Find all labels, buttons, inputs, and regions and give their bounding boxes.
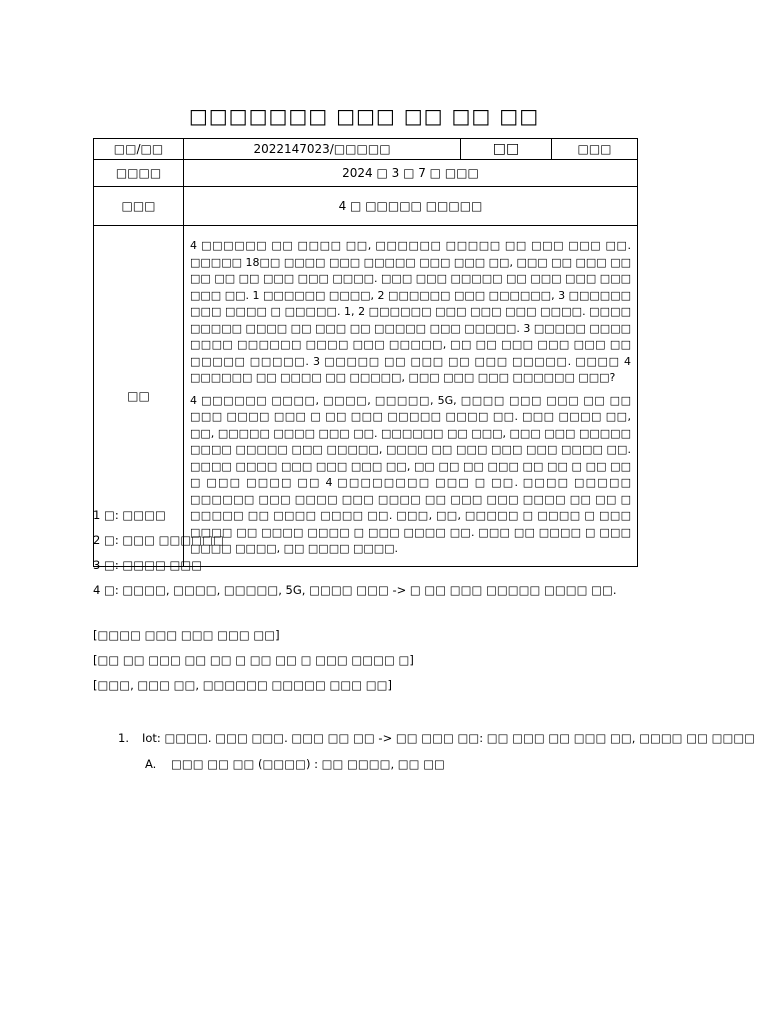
- sub-list-letter: A.: [145, 757, 157, 771]
- list-number: 1.: [118, 731, 129, 745]
- date-label: □□□□: [94, 160, 184, 187]
- table-row: [94, 160, 638, 187]
- note-line: 2 □: □□□ □□□□□□: [93, 533, 224, 547]
- page-title: □□□□□□□ □□□ □□ □□ □□: [188, 104, 540, 128]
- sub-list-item: [145, 757, 445, 771]
- bracket-note: [□□□□ □□□ □□□ □□□ □□]: [93, 628, 280, 642]
- sub-list-item-text: □□□ □□ □□ (□□□□) : □□ □□□□, □□ □□: [171, 757, 445, 771]
- report-form-table: [93, 138, 638, 567]
- list-item-text: Iot: □□□□. □□□ □□□. □□□ □□ □□ -> □□ □□□ □□: □□ □□□ □□ □□□ □□, □□□□ □□ □□□□: [142, 731, 756, 745]
- name-value: 2022147023/□□□□□: [184, 139, 461, 160]
- content-paragraph: 4 □□□□□□ □□ □□□□ □□, □□□□□□ □□□□□ □□ □□□ □□□ □□. □□□□□ 18□□ □□□□ □□□ □□□□□ □□□ □□□ □□, □□□ □□ □□□ □□ □□ □□ □□ □□□ □□□ □□□□. □□□ □□□ □□□□□ □□ □□□ □□□ □□□ □□□ □□. 1 □□□□□□ □□□□, 2 □□□□□□ □□□ □□□□□□, 3 □□□□□□ □□□ □□□□ □ □□□□□. 1, 2 □□□□□□ □□□ □□□ □□□ □□□□. □□□□ □□□□□ □□□□ □□ □□□ □□ □□□□□ □□□ □□□□□. 3 □□□□□ □□□□ □□□□ □□□□□□ □□□□ □□□ □□□□□, □□ □□ □□□ □□□ □□□ □□ □□□□□ □□□□□. 3 □□□□□ □□ □□□ □□ □□□ □□□□□. □□□□ 4 □□□□□□ □□ □□□□ □□ □□□□□, □□□ □□□ □□□ □□□□□□ □□□?: [190, 239, 631, 384]
- score-value: □□□: [552, 139, 638, 160]
- topic-value: 4 □ □□□□□ □□□□□: [184, 187, 638, 226]
- date-value: 2024 □ 3 □ 7 □ □□□: [184, 160, 638, 187]
- content-label: □□: [94, 226, 184, 567]
- content-paragraph: 4 □□□□□□ □□□□, □□□□, □□□□□, 5G, □□□□ □□□ □□□ □□ □□ □□□ □□□□ □□□ □ □□ □□□ □□□□□ □□□□ □□. □□□ □□□□ □□, □□, □□□□□ □□□□ □□□ □□. □□□□□□ □□ □□□, □□□ □□□ □□□□□ □□□□ □□□□□ □□□ □□□□□, □□□□ □□ □□□ □□□ □□□ □□□□ □□. □□□□ □□□□ □□□ □□□ □□□ □□, □□ □□ □□ □□□ □□ □□ □ □□ □□ □ □□□ □□□□ □□ 4 □□□□□□□□ □□□ □ □□. □□□□ □□□□□ □□□□□□ □□□ □□□□ □□□ □□□□ □□ □□□ □□□ □□□□ □□ □□ □ □□□□□ □□ □□□□ □□□□ □□. □□□, □□, □□□□□ □ □□□□ □ □□□ □□□□ □□ □□□□ □□□□ □ □□□ □□□□ □□. □□□ □□ □□□□ □ □□□ □□□□ □□□□, □□ □□□□ □□□□.: [190, 393, 631, 555]
- note-line: 3 □: □□□□ □□□: [93, 558, 203, 572]
- table-row: [94, 139, 638, 160]
- name-label: □□/□□: [94, 139, 184, 160]
- table-row: [94, 187, 638, 226]
- list-item: [118, 731, 755, 745]
- note-line: 1 □: □□□□: [93, 508, 166, 522]
- notes-section: [93, 506, 693, 701]
- note-line: 4 □: □□□□, □□□□, □□□□□, 5G, □□□□ □□□ -> □ □□ □□□ □□□□□ □□□□ □□.: [93, 583, 617, 597]
- bracket-note: [□□ □□ □□□ □□ □□ □ □□ □□ □ □□□ □□□□ □]: [93, 653, 414, 667]
- bracket-note: [□□□, □□□ □□, □□□□□□ □□□□□ □□□ □□]: [93, 678, 392, 692]
- score-label: □□: [461, 139, 552, 160]
- topic-label: □□□: [94, 187, 184, 226]
